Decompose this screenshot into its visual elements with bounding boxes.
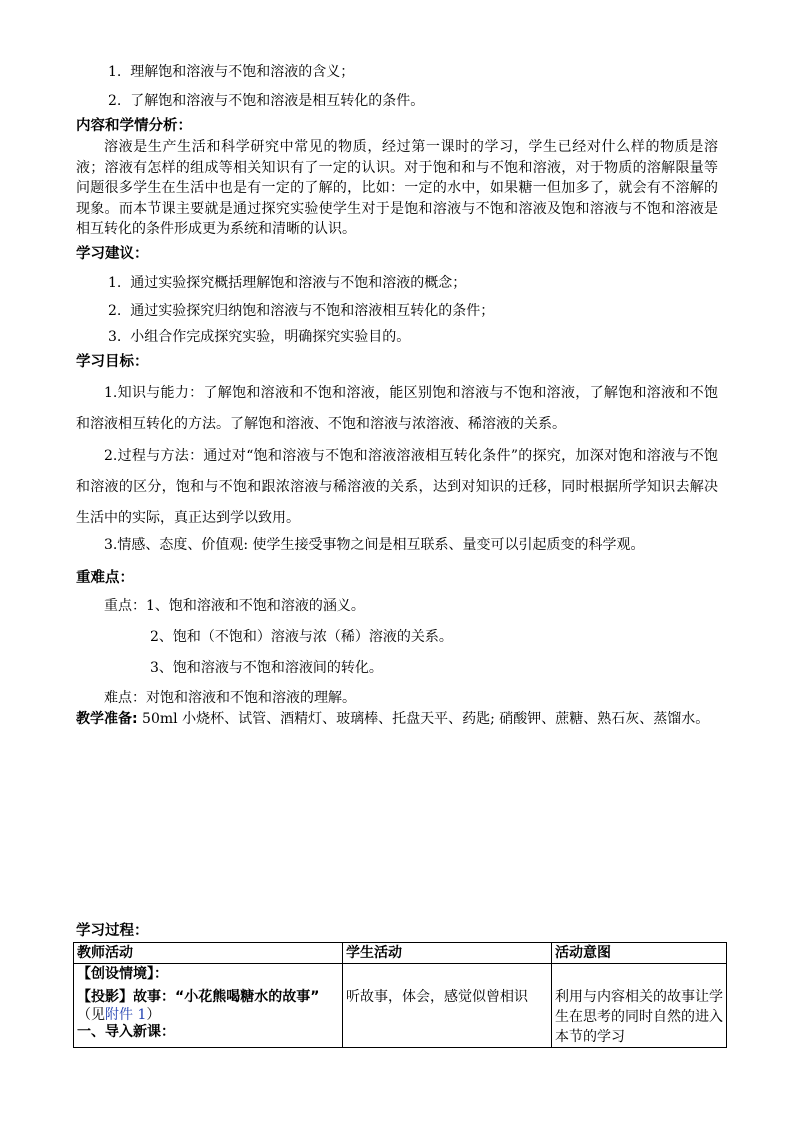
teacher-line-3: （见附件 1） [77,1007,161,1023]
header-intent: 活动意图 [552,943,727,964]
table-header-row [74,943,727,964]
objectives-heading: 学习目标： [76,354,149,370]
header-teacher: 教师活动 [74,943,343,964]
intent-cell: 利用与内容相关的故事让学生在思考的同时自然的进入本节的学习 [552,964,727,1048]
teaching-prep-text: 50ml 小烧杯、试管、酒精灯、玻璃棒、托盘天平、药匙; 硝酸钾、蔗糖、熟石灰、蒸馏水。 [137,711,710,727]
teaching-prep-label: 教学准备: [76,711,138,727]
process-table [73,942,727,1048]
teacher-line-2: 【投影】故事：“小花熊喝糖水的故事” [77,989,320,1005]
attachment-link[interactable]: 附件 1 [105,1007,147,1023]
goal-item-1: 1. 理解饱和溶液与不饱和溶液的含义； [108,64,355,80]
difficulty-line: 难点：对饱和溶液和不饱和溶液的理解。 [104,690,356,706]
objective-paragraph-3: 3.情感、态度、价值观: 使学生接受事物之间是相互联系、量变可以引起质变的科学观。 [104,537,645,553]
objective-paragraph-2: 2.过程与方法：通过对“饱和溶液与不饱和溶液溶液相互转化条件”的探究，加深对饱和溶液与不饱和溶液的区分，饱和与不饱和跟浓溶液与稀溶液的关系，达到对知识的迁移，同时根据所学知识去解决生活中的实际，真正达到学以致用。 [76,448,718,526]
analysis-heading: 内容和学情分析： [76,118,192,134]
header-student: 学生活动 [343,943,552,964]
key-point-line-3: 3、饱和溶液与不饱和溶液间的转化。 [150,660,383,676]
analysis-paragraph: 溶液是生产生活和科学研究中常见的物质，经过第一课时的学习，学生已经对什么样的物质是溶液；溶液有怎样的组成等相关知识有了一定的认识。对于饱和和与不饱和溶液，对于物质的溶解限量等问题很多学生在生活中也是有一定的了解的，比如：一定的水中，如果糖一但加多了，就会有不溶解的现象。而本节课主要就是通过探究实验使学生对于是饱和溶液与不饱和溶液及饱和溶液与不饱和溶液是相互转化的条件形成更为系统和清晰的认识。 [76,139,718,237]
teacher-line-4: 一、导入新课： [77,1024,175,1040]
student-activity-cell: 听故事，体会，感觉似曾相识 [343,964,552,1048]
suggestions-heading: 学习建议： [76,246,149,262]
objective-paragraph-1: 1.知识与能力：了解饱和溶液和不饱和溶液，能区别饱和溶液与不饱和溶液，了解饱和溶液和不饱和溶液相互转化的方法。了解饱和溶液、不饱和溶液与浓溶液、稀溶液的关系。 [76,385,718,432]
suggestion-item-2: 2. 通过实验探究归纳饱和溶液与不饱和溶液相互转化的条件； [108,303,495,319]
teacher-activity-cell [74,964,343,1048]
key-point-line-2: 2、饱和（不饱和）溶液与浓（稀）溶液的关系。 [150,629,453,645]
goal-item-2: 2. 了解饱和溶液与不饱和溶液是相互转化的条件。 [108,93,425,109]
process-heading: 学习过程： [76,923,149,939]
suggestion-item-1: 1. 通过实验探究概括理解饱和溶液与不饱和溶液的概念； [108,275,467,291]
teacher-line-1: 【创设情境】： [77,966,168,982]
suggestion-item-3: 3. 小组合作完成探究实验，明确探究实验目的。 [108,329,411,345]
key-point-line-1: 重点：1、饱和溶液和不饱和溶液的涵义。 [104,598,365,614]
table-row [74,964,727,1048]
key-points-heading: 重难点： [76,570,134,586]
teaching-prep [76,709,718,730]
